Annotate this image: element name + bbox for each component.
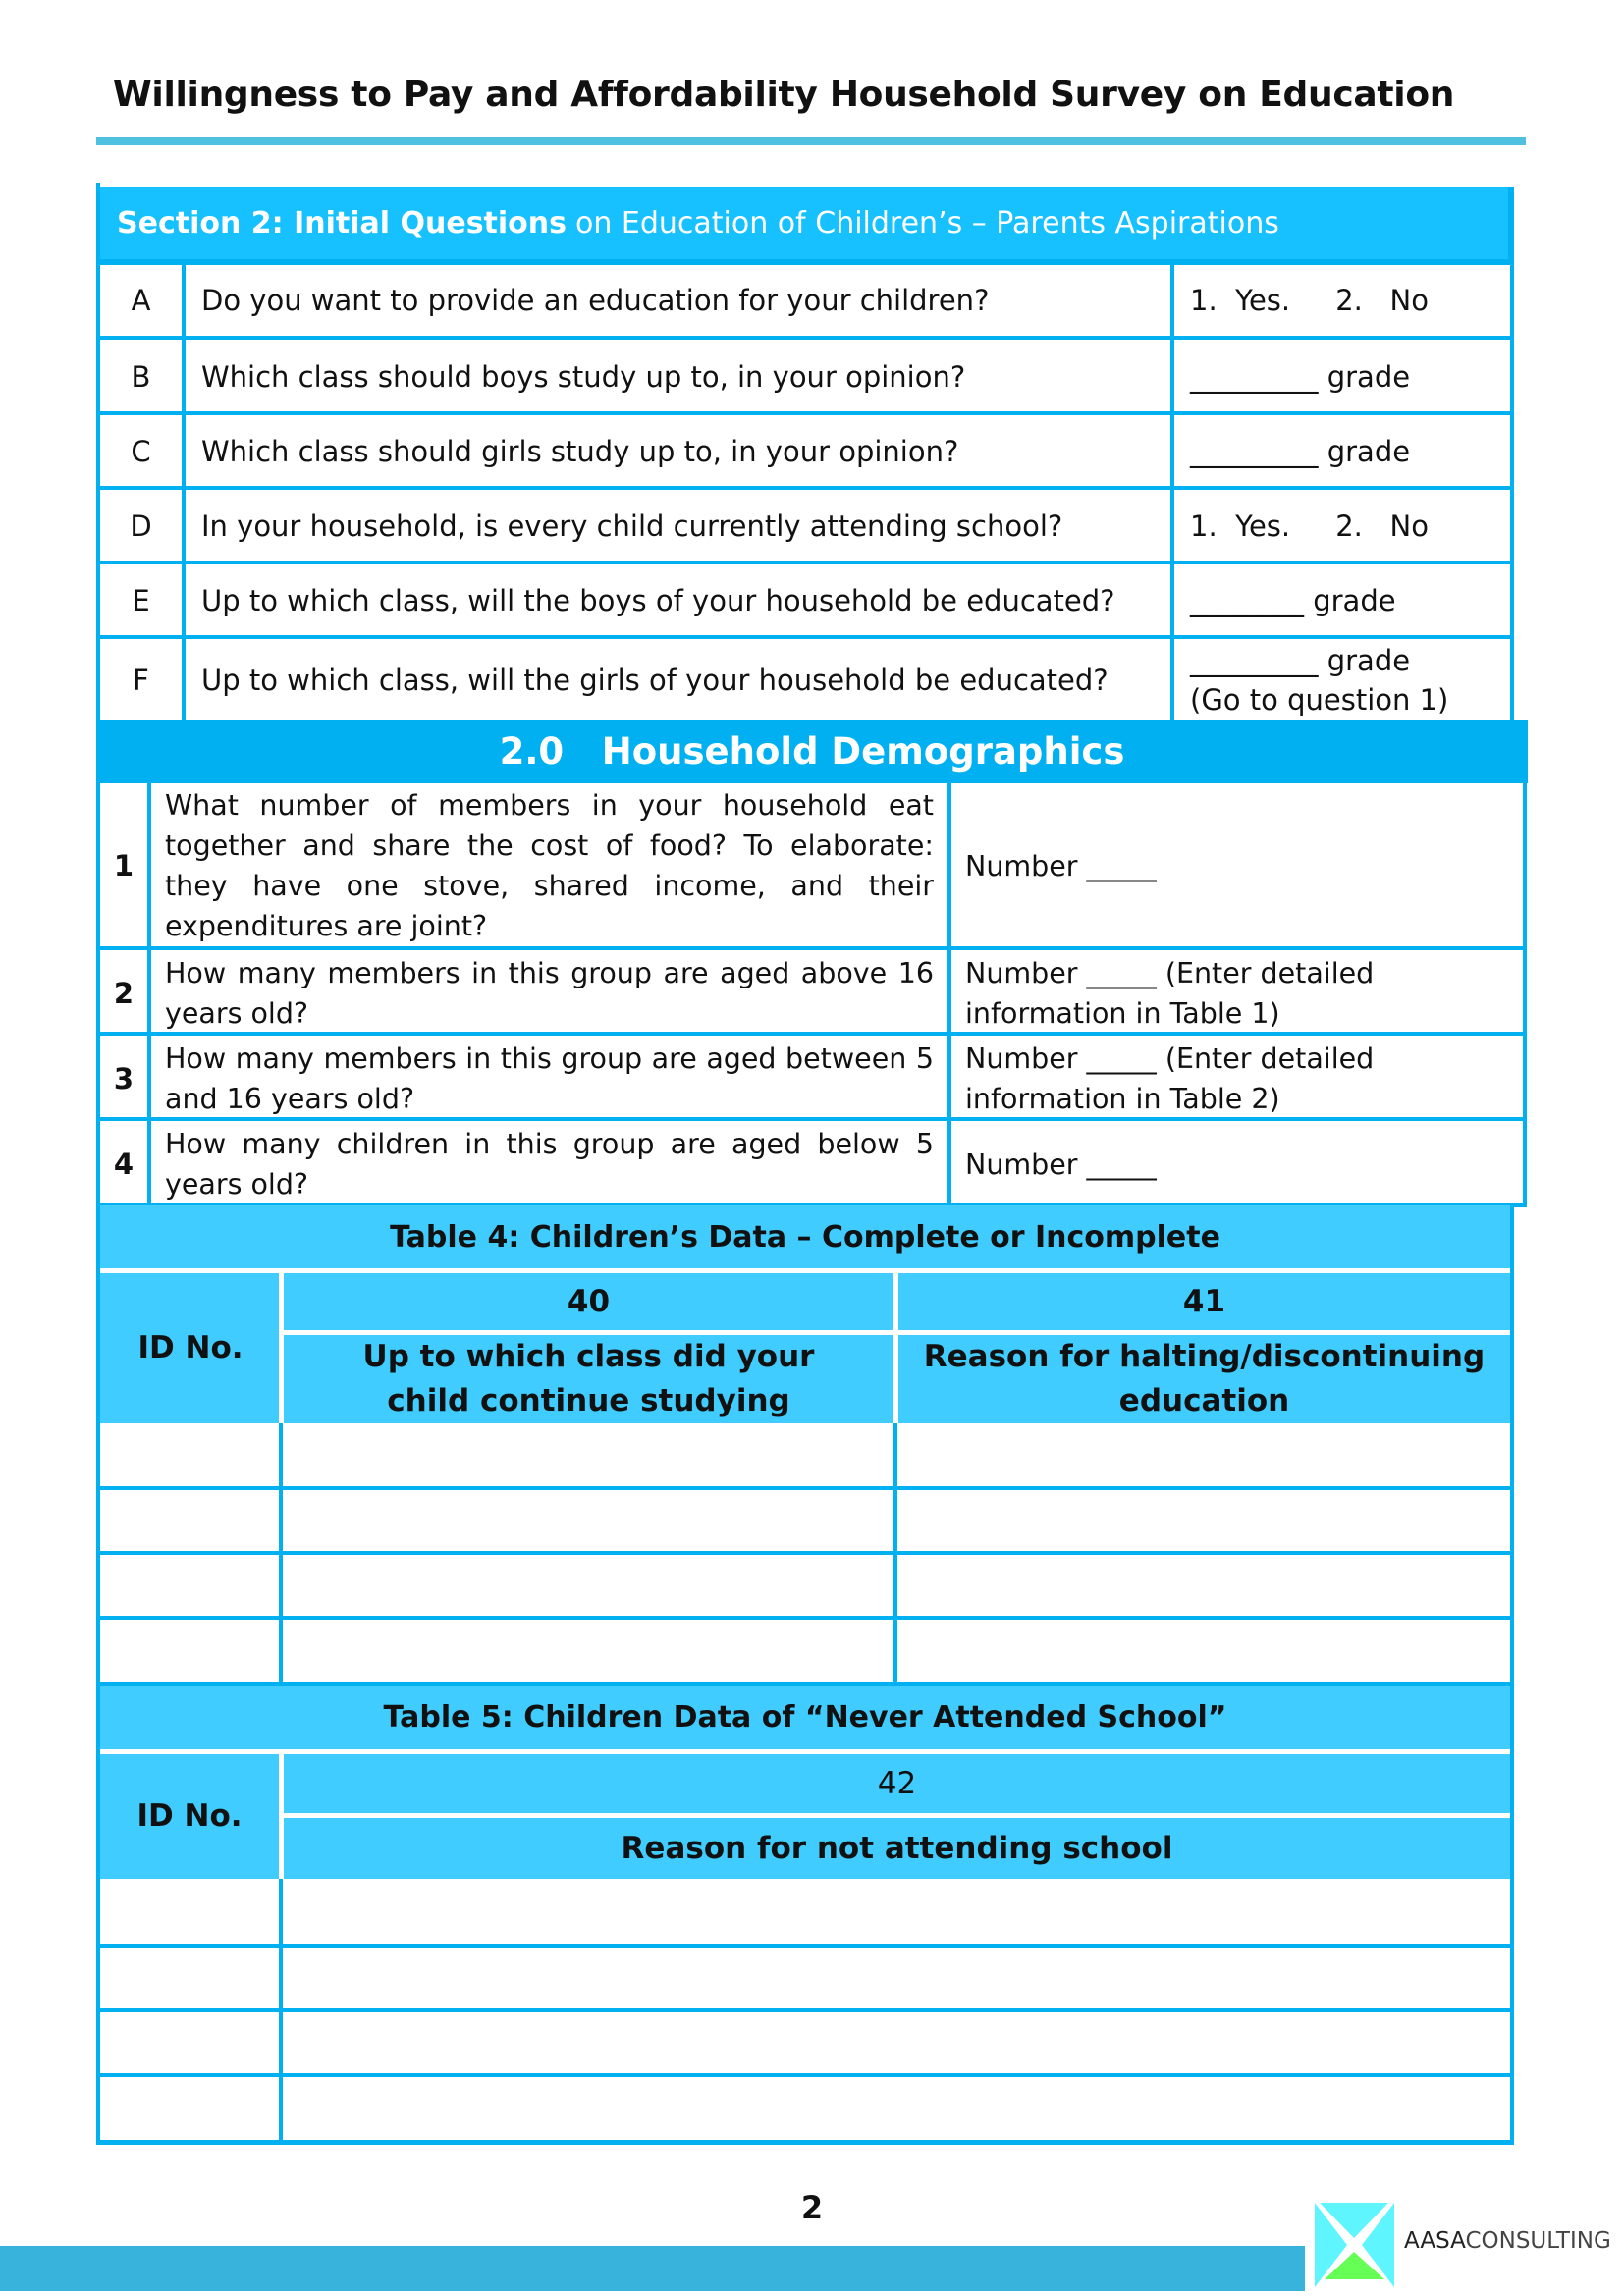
grid-line: [96, 1486, 1514, 1490]
question-text: How many members in this group are aged above 16 years old?: [165, 956, 934, 1030]
logo-text-bold: AASA: [1404, 2228, 1466, 2254]
column-label: Up to which class did your child continue studying: [362, 1339, 815, 1418]
class-input[interactable]: [285, 1425, 903, 1484]
id-input[interactable]: [100, 1425, 279, 1484]
row-id: E: [132, 584, 150, 617]
id-column-header: ID No.: [137, 1330, 244, 1365]
answer-blank: ________ grade: [1190, 584, 1396, 617]
question-text: How many children in this group are aged below 5 years old?: [165, 1128, 934, 1201]
id-input[interactable]: [100, 2077, 279, 2138]
logo-text: [1404, 2228, 1611, 2254]
id-input[interactable]: [100, 1948, 279, 2008]
grid-line: [96, 2008, 1514, 2012]
question-text: Up to which class, will the boys of your household be educated?: [201, 584, 1115, 617]
row-id: A: [131, 283, 151, 317]
answer-options: 1. Yes. 2. No: [1190, 283, 1429, 317]
section2-heading: [96, 187, 1514, 263]
row-id: D: [130, 509, 152, 543]
reason-input[interactable]: [285, 1948, 1508, 2008]
grid-line: [96, 187, 100, 720]
grid-line: [893, 1423, 897, 1686]
row-id: C: [131, 435, 151, 468]
answer-field[interactable]: [1174, 640, 1510, 720]
grid-line: [1510, 187, 1514, 720]
question-cell: [151, 1123, 947, 1205]
grid-line: [96, 260, 1514, 265]
section2-heading-rest: on Education of Children’s – Parents Aspirations: [575, 205, 1279, 240]
answer-field[interactable]: [1174, 263, 1510, 337]
column-label: Reason for halting/discontinuing education: [923, 1339, 1486, 1418]
answer-text: Number _____ (Enter detailed information in Table 1): [965, 956, 1375, 1030]
grid-line: [147, 783, 151, 1205]
question-cell: [151, 783, 947, 948]
grid-line: [96, 1616, 1514, 1620]
section2-heading-bold: Section 2: Initial Questions: [117, 205, 567, 240]
row-number: 1: [113, 849, 135, 882]
question-cell: [151, 1038, 947, 1119]
id-input[interactable]: [100, 1555, 279, 1614]
grid-line: [96, 2140, 1514, 2145]
id-input[interactable]: [100, 2012, 279, 2073]
row-number: 3: [113, 1061, 135, 1095]
grid-line: [96, 486, 1514, 490]
answer-text: Number _____: [965, 1148, 1157, 1181]
answer-blank: _________ grade: [1190, 359, 1411, 394]
answer-blank: _________ grade: [1190, 435, 1411, 468]
id-input[interactable]: [100, 1490, 279, 1549]
question-cell: [151, 952, 947, 1034]
answer-note: (Go to question 1): [1190, 682, 1449, 717]
column-code: 42: [877, 1766, 917, 1801]
row-number: 2: [113, 976, 135, 1010]
grid-line: [96, 561, 1514, 564]
row-number: 4: [113, 1148, 135, 1181]
reason-input[interactable]: [285, 1881, 1508, 1942]
question-text: Which class should girls study up to, in your opinion?: [201, 435, 959, 468]
grid-line: [96, 635, 1514, 639]
reason-input[interactable]: [285, 2077, 1508, 2138]
answer-text: Number _____ (Enter detailed information in Table 2): [965, 1041, 1375, 1115]
reason-input[interactable]: [285, 2012, 1508, 2073]
id-column-header: ID No.: [136, 1798, 243, 1834]
grid-line: [182, 263, 186, 720]
grid-line: [96, 336, 1514, 340]
logo-text-light: CONSULTING: [1465, 2228, 1611, 2254]
title-divider: [96, 137, 1526, 145]
class-input[interactable]: [285, 1490, 903, 1549]
document-title: Willingness to Pay and Affordability Household Survey on Education: [113, 75, 1455, 115]
answer-field[interactable]: [1174, 341, 1510, 412]
grid-line: [96, 946, 1527, 950]
question-text: Do you want to provide an education for your children?: [201, 283, 990, 317]
answer-field[interactable]: [951, 783, 1521, 948]
grid-line: [96, 1944, 1514, 1948]
question-text: What number of members in your household eat together and share the cost of food? To elaborate: they have one stove, shared income, and their expenditures are joint?: [165, 789, 934, 942]
answer-field[interactable]: [951, 1038, 1413, 1119]
reason-input[interactable]: [911, 1555, 1508, 1614]
grid-line: [1510, 1205, 1514, 1686]
column-code: 41: [1182, 1283, 1226, 1319]
grid-line: [1523, 783, 1527, 1205]
reason-input[interactable]: [911, 1425, 1508, 1484]
answer-field[interactable]: [951, 1123, 1521, 1205]
grid-line: [96, 1551, 1514, 1555]
answer-options: 1. Yes. 2. No: [1190, 509, 1429, 543]
answer-blank: _________ grade: [1190, 643, 1411, 677]
grid-line: [96, 411, 1514, 415]
answer-field[interactable]: [951, 952, 1413, 1034]
id-input[interactable]: [100, 1881, 279, 1942]
row-id: B: [131, 359, 151, 394]
grid-line: [96, 2073, 1514, 2077]
reason-input[interactable]: [911, 1490, 1508, 1549]
class-input[interactable]: [285, 1555, 903, 1614]
reason-input[interactable]: [911, 1620, 1508, 1681]
class-input[interactable]: [285, 1620, 903, 1681]
question-text: Up to which class, will the girls of your household be educated?: [201, 663, 1109, 697]
row-id: F: [133, 663, 149, 697]
question-text: How many members in this group are aged between 5 and 16 years old?: [165, 1041, 934, 1115]
answer-field[interactable]: [1174, 565, 1510, 636]
answer-field[interactable]: [1174, 416, 1510, 487]
logo-mark-icon: [1312, 2199, 1400, 2292]
grid-line: [1170, 263, 1174, 720]
grid-line: [96, 1032, 1527, 1036]
grid-line: [96, 1205, 100, 1686]
grid-line: [96, 1117, 1527, 1121]
table4-title: Table 4: Children’s Data – Complete or Incomplete: [390, 1220, 1220, 1255]
demographics-heading: 2.0 Household Demographics: [96, 720, 1528, 783]
footer-bar: [0, 2246, 1305, 2291]
grid-line: [279, 1423, 283, 1686]
table5-title: Table 5: Children Data of “Never Attended School”: [383, 1700, 1227, 1735]
column-code: 40: [567, 1283, 611, 1319]
question-text: Which class should boys study up to, in your opinion?: [201, 359, 966, 394]
answer-text: Number _____: [965, 849, 1157, 882]
id-input[interactable]: [100, 1620, 279, 1681]
grid-line: [947, 783, 951, 1205]
page-number: 2: [800, 2189, 824, 2226]
answer-field[interactable]: [1174, 491, 1510, 561]
grid-line: [96, 783, 100, 1205]
column-label: Reason for not attending school: [621, 1830, 1173, 1866]
question-text: In your household, is every child currently attending school?: [201, 509, 1063, 543]
